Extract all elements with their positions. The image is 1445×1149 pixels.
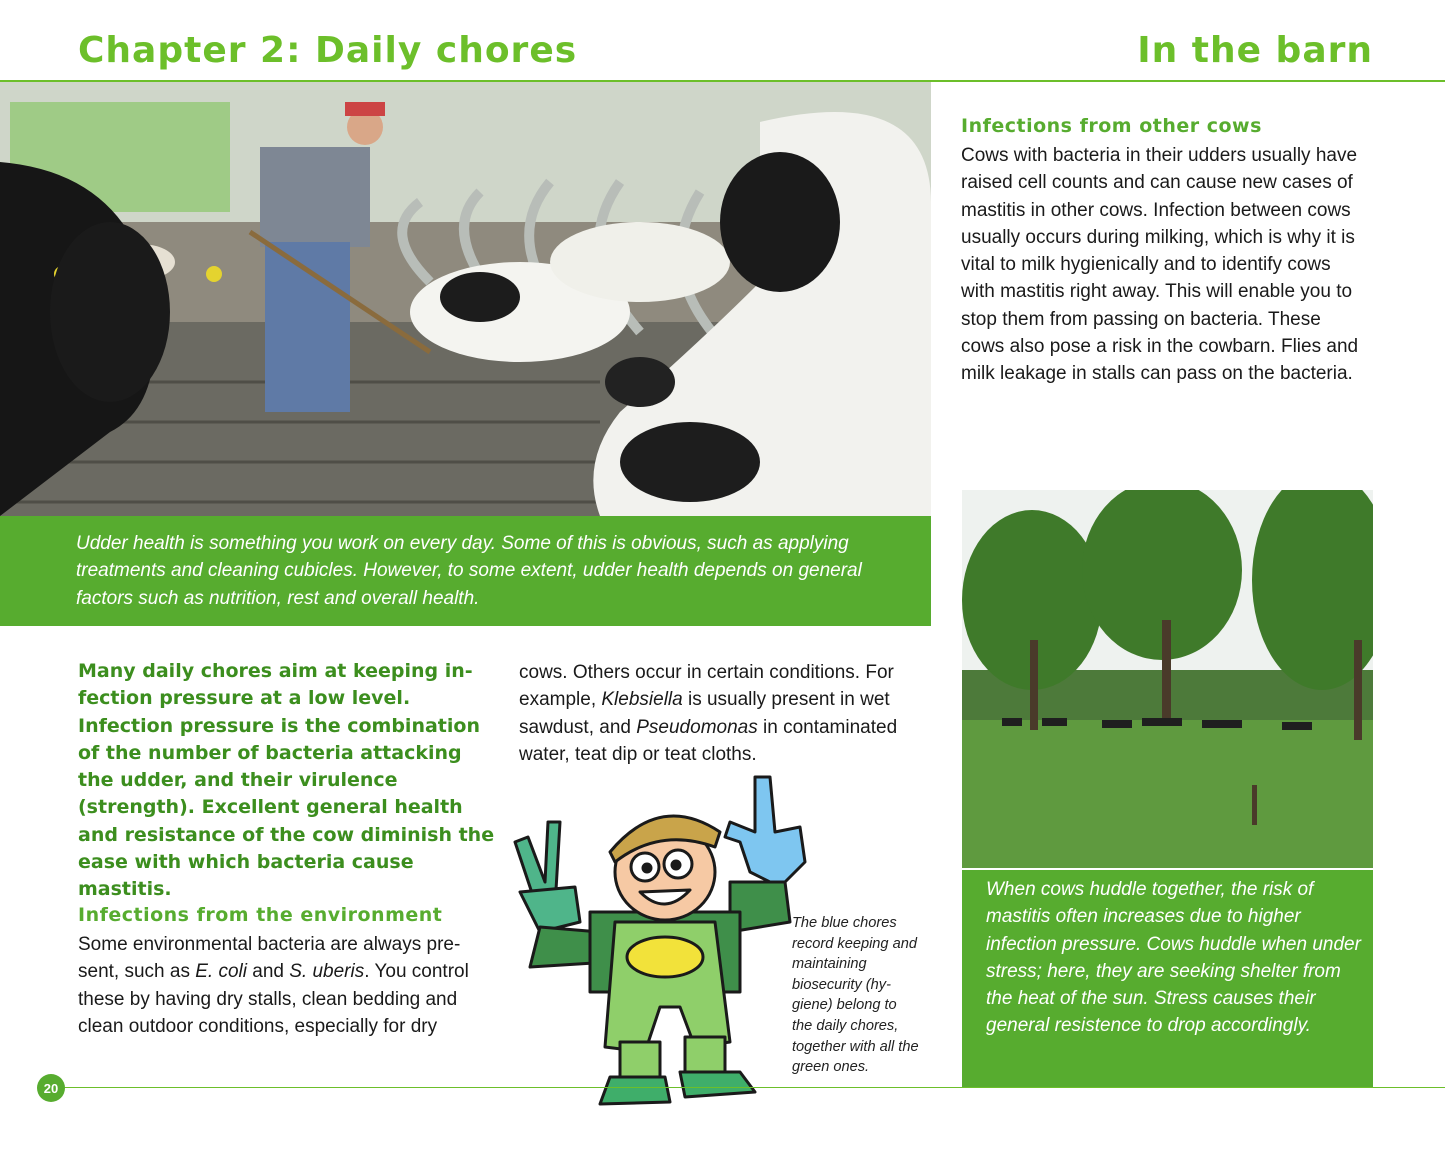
- intro-lead-text: Many daily chores aim at keeping infection pressure at a low level. Infection pressure is the combination of the number of bacteria attacking the udder, and their virulence (strength). Excellent general health and resistance of the cow diminish the ease with which bacteria cause mastitis.: [78, 660, 495, 901]
- environment-body-col2: [519, 659, 919, 768]
- other-cows-body: [961, 142, 1366, 388]
- field-photo: [962, 490, 1373, 868]
- cartoon-note: The blue chores record keeping and maintaining biosecurity (hygiene) belong to the daily chores, together with all the green ones.: [792, 915, 919, 1076]
- chapter-title: Chapter 2: Daily chores: [78, 30, 578, 71]
- barn-caption-text: Udder health is something you work on every day. Some of this is obvious, such as applying treatments and cleaning cubicles. However, to some extent, udder health depends on general factors such as nutrition, rest and overall health.: [76, 533, 862, 609]
- field-photo-caption: [962, 870, 1373, 1088]
- field-caption-text: When cows huddle together, the risk of mastitis often increases due to higher infection pressure. Cows huddle when under stress; here, they are seeking shelter from the heat of the sun. Stress causes their general resistence to drop accordingly.: [986, 879, 1361, 1037]
- environment-paragraph-1: Some environmental bacteria are always present, such as E. coli and S. uberis. You control these by having dry stalls, clean bedding and clean outdoor conditions, especially for dry: [78, 934, 469, 1037]
- environment-paragraph-2: cows. Others occur in certain conditions. For example, Klebsiella is usually present in wet sawdust, and Pseudomonas in contaminated water, teat dip or teat cloths.: [519, 662, 898, 765]
- environment-heading: Infections from the environment: [78, 904, 443, 926]
- farmer-cartoon: [500, 772, 820, 1117]
- barn-photo: [0, 82, 931, 516]
- barn-photo-caption: [0, 516, 931, 626]
- other-cows-text: Cows with bacteria in their udders usually have raised cell counts and can cause new cases of mastitis in other cows. Infection between cows usually occurs during milking, which is why it is vital to milk hygienically and to identify cows with mastitis right away. This will enable you to stop them from passing on bacteria. These cows also pose a risk in the cowbarn. Flies and milk leakage in stalls can pass on the bacteria.: [961, 145, 1359, 385]
- environment-body-col1: [78, 931, 488, 1040]
- page-number: 20: [37, 1074, 65, 1102]
- footer-rule: [64, 1087, 1445, 1088]
- intro-lead: [78, 658, 498, 904]
- section-title: In the barn: [1137, 30, 1373, 71]
- other-cows-heading: Infections from other cows: [961, 115, 1262, 137]
